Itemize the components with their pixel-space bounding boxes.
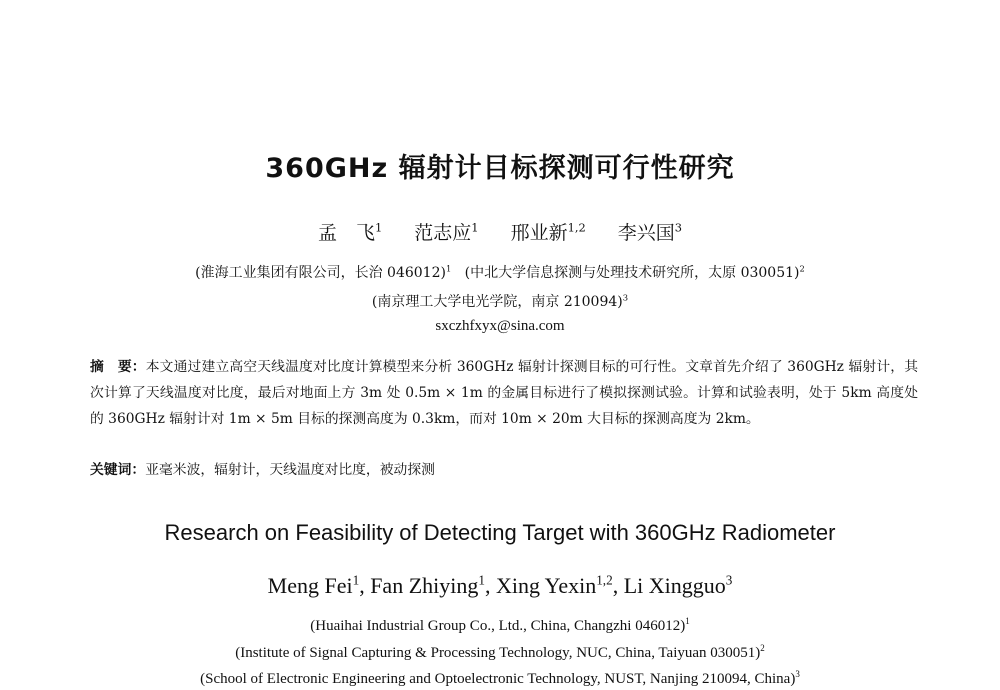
keywords-label: 关键词： [90, 462, 146, 478]
keywords-text: 亚毫米波，辐射计，天线温度对比度，被动探测 [145, 462, 435, 478]
affiliation-chinese-line-2: (南京理工大学电光学院，南京 210094)$^3$ [371, 292, 629, 310]
author-chinese: 范志应$^1$ [414, 220, 479, 244]
keywords-chinese [90, 457, 918, 483]
contact-email: sxczhfxyx@sina.com [435, 318, 565, 334]
abstract-chinese [90, 354, 918, 432]
abstract-label: 摘 要： [90, 359, 146, 375]
author-chinese: 邢业新$^{1,2}$ [510, 220, 586, 244]
affiliation-chinese-line-1: (淮海工业集团有限公司，长治 046012)$^1$ (中北大学信息探测与处理技术研究所，太原 030051)$^2$ [195, 263, 805, 281]
affiliation-english-2: (Institute of Signal Capturing & Processing Technology, NUC, China, Taiyuan 030051)$^2$ [235, 643, 765, 661]
paper-title-english: Research on Feasibility of Detecting Target with 360GHz Radiometer [164, 520, 836, 545]
author-chinese: 李兴国$^3$ [617, 220, 683, 244]
author-chinese: 孟 飞$^1$ [317, 220, 383, 244]
author-list-chinese [0, 218, 1000, 245]
affiliation-english-1: (Huaihai Industrial Group Co., Ltd., China, Changzhi 046012)$^1$ [310, 616, 690, 634]
abstract-text: 本文通过建立高空天线温度对比度计算模型来分析 360GHz 辐射计探测目标的可行性。文章首先介绍了 360GHz 辐射计，其次计算了天线温度对比度，最后对地面上方 3m 处 0.5m × 1m 的金属目标进行了模拟探测试验。计算和试验表明，处于 5km 高度处的 360GHz 辐射计对 1m × 5m 目标的探测高度为 0.3km，而对 10m × 20m 大目标的探测高度为 2km。 [90, 359, 919, 427]
paper-title-chinese: 360GHz 辐射计目标探测可行性研究 [265, 153, 735, 184]
author-english: Li Xingguo$^3$ [623, 572, 733, 598]
author-english: Fan Zhiying$^1$ [370, 572, 485, 598]
author-english: Meng Fei$^1$ [267, 572, 360, 598]
author-english: Xing Yexin$^{1,2}$ [495, 572, 613, 598]
author-list-english: Meng Fei$^1$, Fan Zhiying$^1$, Xing Yexin$^{1,2}$, Li Xingguo$^3$ [267, 572, 733, 598]
affiliation-english-3: (School of Electronic Engineering and Optoelectronic Technology, NUST, Nanjing 210094, China)$^3$ [200, 669, 800, 687]
